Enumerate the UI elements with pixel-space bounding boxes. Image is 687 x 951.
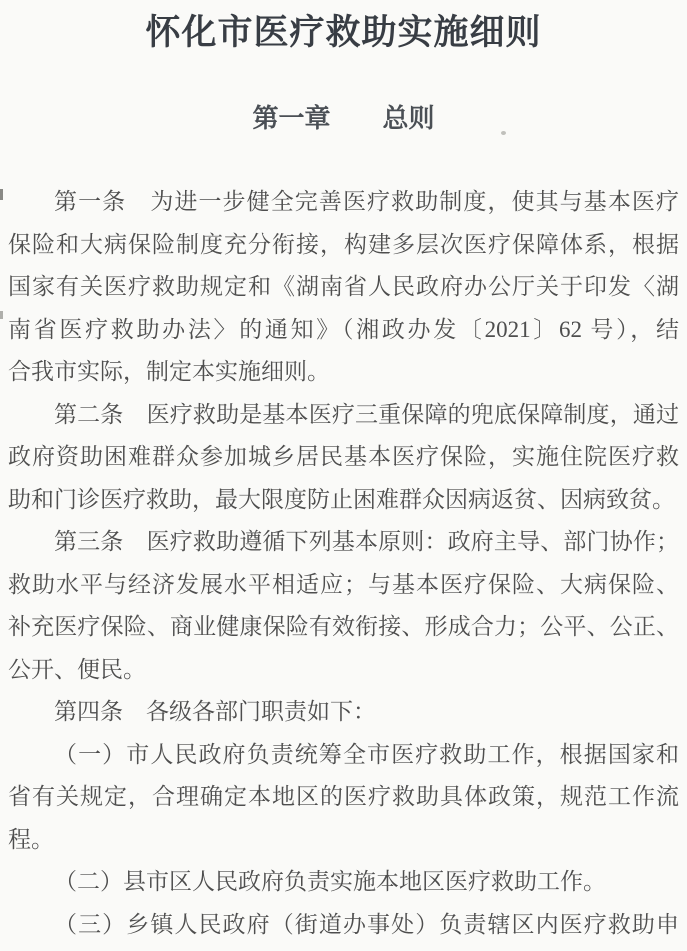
text-line: 程。 xyxy=(8,826,54,852)
text-line: 南省医疗救助办法〉的通知》（湘政办发〔2021〕62 号），结 xyxy=(8,316,679,342)
text-line: 第一条 为进一步健全完善医疗救助制度，使其与基本医疗 xyxy=(54,189,679,214)
text-line: 国家有关医疗救助规定和《湖南省人民政府办公厅关于印发〈湖 xyxy=(8,274,679,299)
scan-edge-artifact xyxy=(0,189,3,200)
chapter-number: 第一章 xyxy=(252,103,331,133)
text-line: 救助水平与经济发展水平相适应；与基本医疗保险、大病保险、 xyxy=(8,571,679,597)
text-line: 合我市实际，制定本实施细则。 xyxy=(8,359,330,384)
text-line: 第二条 医疗救助是基本医疗三重保障的兜底保障制度，通过 xyxy=(54,401,679,427)
text-line: （一）市人民政府负责统筹全市医疗救助工作，根据国家和 xyxy=(54,741,679,767)
text-line: （二）县市区人民政府负责实施本地区医疗救助工作。 xyxy=(54,869,606,894)
scan-edge-artifact xyxy=(0,311,3,319)
chapter-title: 总则 xyxy=(382,103,435,133)
text-line: 保险和大病保险制度充分衔接，构建多层次医疗保障体系，根据 xyxy=(8,231,679,257)
text-line: 公开、便民。 xyxy=(8,656,146,682)
text-line: 第四条 各级各部门职责如下： xyxy=(54,699,376,724)
text-line: （三）乡镇人民政府（街道办事处）负责辖区内医疗救助申 xyxy=(54,911,679,937)
text-line: 补充医疗保险、商业健康保险有效衔接、形成合力；公平、公正、 xyxy=(8,614,679,639)
document-title: 怀化市医疗救助实施细则 xyxy=(145,13,542,52)
text-line: 政府资助困难群众参加城乡居民基本医疗保险，实施住院医疗救 xyxy=(8,444,679,469)
scan-speck xyxy=(501,131,506,135)
text-line: 第三条 医疗救助遵循下列基本原则：政府主导、部门协作； xyxy=(54,529,679,554)
text-line: 助和门诊医疗救助，最大限度防止困难群众因病返贫、因病致贫。 xyxy=(8,486,675,512)
document-body xyxy=(0,181,687,946)
text-line: 省有关规定，合理确定本地区的医疗救助具体政策，规范工作流 xyxy=(8,784,679,809)
chapter-heading xyxy=(0,101,687,135)
